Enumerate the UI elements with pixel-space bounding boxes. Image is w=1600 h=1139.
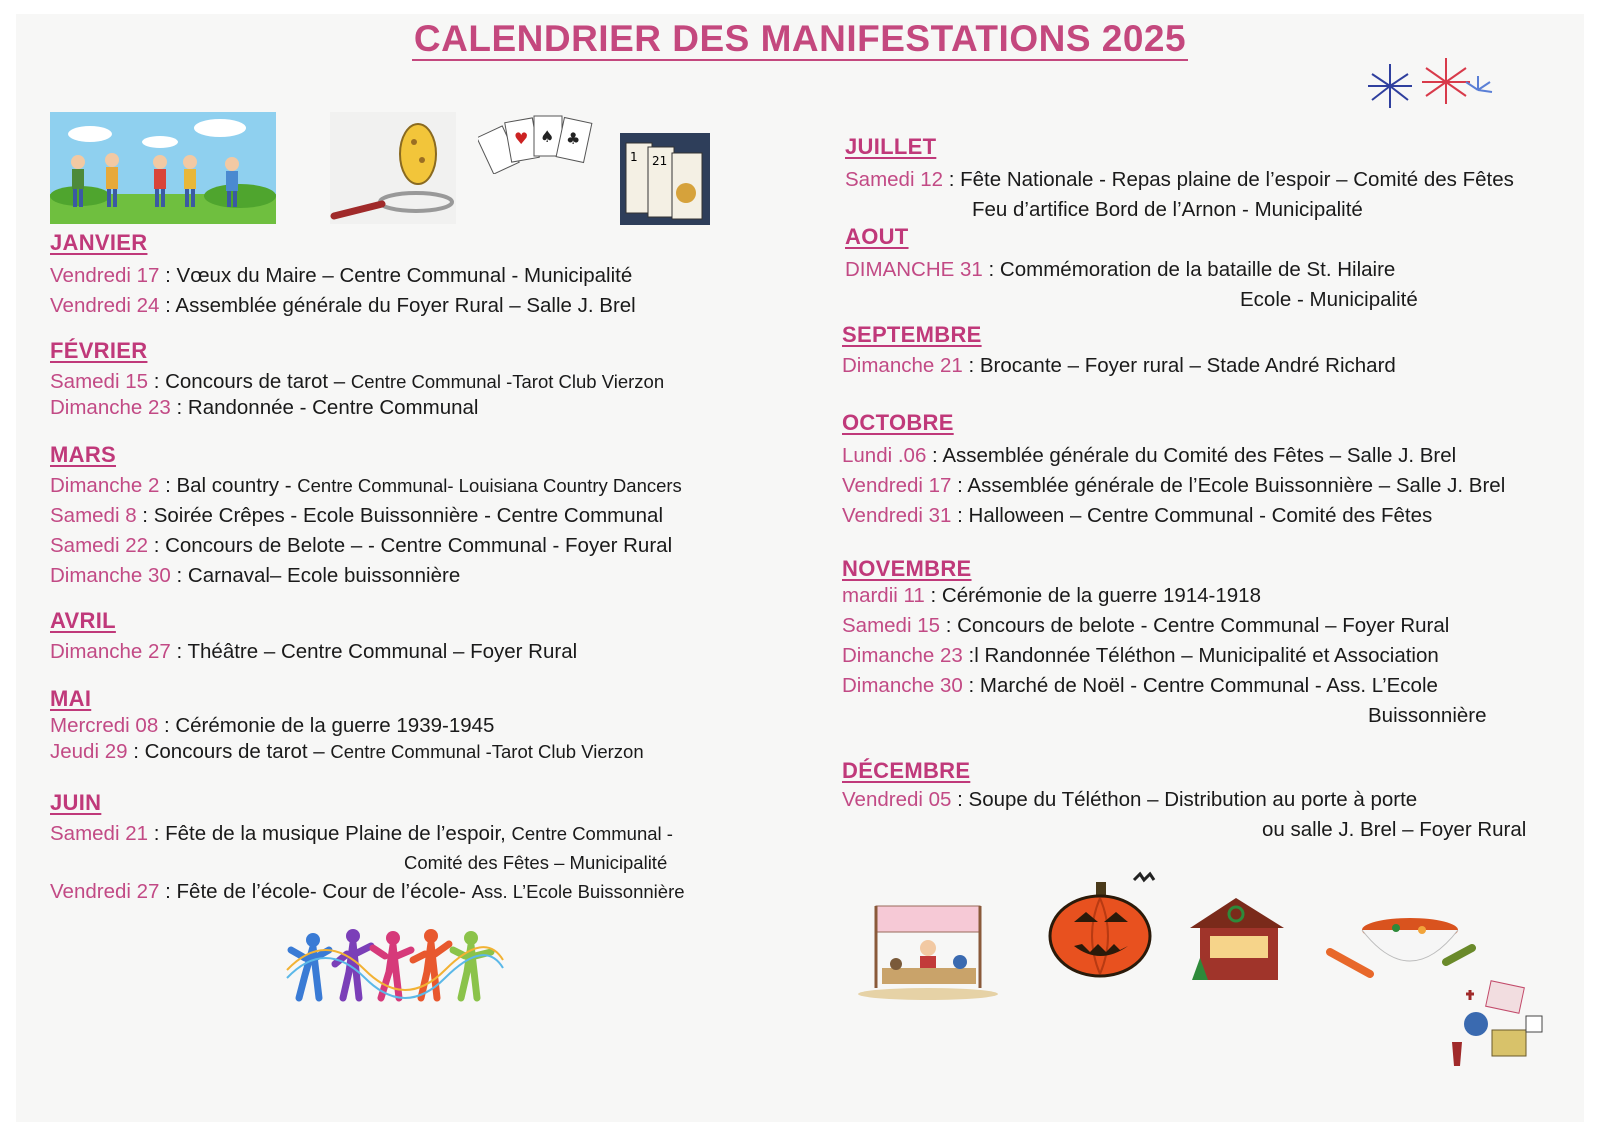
event-fevrier-2: Dimanche 23 : Randonnée - Centre Communal [50, 396, 479, 419]
event-octobre-2: Vendredi 17 : Assemblée générale de l’Ecole Buissonnière – Salle J. Brel [842, 474, 1506, 497]
event-mai-2: Jeudi 29 : Concours de tarot – Centre Communal -Tarot Club Vierzon [50, 740, 644, 763]
crepe-pan-illustration [330, 112, 456, 224]
playing-cards-illustration [478, 112, 608, 174]
event-janvier-2: Vendredi 24 : Assemblée générale du Foyer Rural – Salle J. Brel [50, 294, 636, 317]
event-octobre-3: Vendredi 31 : Halloween – Centre Communal - Comité des Fêtes [842, 504, 1433, 527]
event-decembre-1-continuation: ou salle J. Brel – Foyer Rural [1262, 818, 1527, 841]
month-juillet: JUILLET [845, 134, 937, 159]
vegetable-soup-illustration [1326, 912, 1476, 984]
event-aout-1: DIMANCHE 31 : Commémoration de la bataille de St. Hilaire [845, 258, 1396, 281]
event-juin-2: Vendredi 27 : Fête de l’école- Cour de l’école- Ass. L’Ecole Buissonnière [50, 880, 685, 903]
event-aout-1-continuation: Ecole - Municipalité [1240, 288, 1418, 311]
event-novembre-4-continuation: Buissonnière [1368, 704, 1487, 727]
event-novembre-1: mardii 11 : Cérémonie de la guerre 1914-1918 [842, 584, 1261, 607]
month-decembre: DÉCEMBRE [842, 758, 971, 783]
month-avril: AVRIL [50, 608, 116, 633]
fireworks-illustration [1350, 52, 1496, 118]
halloween-pumpkin-illustration [1034, 870, 1174, 978]
month-mai: MAI [50, 686, 92, 711]
tarot-cards-illustration [620, 133, 710, 225]
month-juin: JUIN [50, 790, 102, 815]
svg-text:1: 1 [630, 150, 638, 164]
flea-market-illustration [856, 898, 1006, 1002]
svg-text:♠: ♠ [540, 127, 555, 146]
month-fevrier: FÉVRIER [50, 338, 148, 363]
event-fevrier-1: Samedi 15 : Concours de tarot – Centre Communal -Tarot Club Vierzon [50, 370, 665, 393]
board-games-illustration [1440, 980, 1550, 1076]
christmas-chalet-illustration [1186, 892, 1292, 984]
svg-text:21: 21 [652, 154, 668, 168]
event-juillet-1-continuation: Feu d’artifice Bord de l’Arnon - Municipalité [972, 198, 1363, 221]
event-juin-1-continuation: Comité des Fêtes – Municipalité [404, 852, 668, 873]
event-janvier-1: Vendredi 17 : Vœux du Maire – Centre Communal - Municipalité [50, 264, 633, 287]
page-title: CALENDRIER DES MANIFESTATIONS 2025 [413, 18, 1187, 59]
svg-text:♥: ♥ [514, 129, 529, 148]
month-novembre: NOVEMBRE [842, 556, 972, 581]
month-mars: MARS [50, 442, 116, 467]
event-septembre-1: Dimanche 21 : Brocante – Foyer rural – Stade André Richard [842, 354, 1396, 377]
event-juillet-1: Samedi 12 : Fête Nationale - Repas plaine de l’espoir – Comité des Fêtes [845, 168, 1514, 191]
event-octobre-1: Lundi .06 : Assemblée générale du Comité des Fêtes – Salle J. Brel [842, 444, 1457, 467]
event-novembre-4: Dimanche 30 : Marché de Noël - Centre Communal - Ass. L’Ecole [842, 674, 1438, 697]
event-novembre-2: Samedi 15 : Concours de belote - Centre Communal – Foyer Rural [842, 614, 1450, 637]
event-juin-1: Samedi 21 : Fête de la musique Plaine de l’espoir, Centre Communal - [50, 822, 673, 845]
event-mars-4: Dimanche 30 : Carnaval– Ecole buissonnière [50, 564, 461, 587]
hikers-illustration [50, 112, 276, 224]
event-mars-2: Samedi 8 : Soirée Crêpes - Ecole Buissonnière - Centre Communal [50, 504, 664, 527]
event-avril-1: Dimanche 27 : Théâtre – Centre Communal – Foyer Rural [50, 640, 578, 663]
dancers-illustration [285, 920, 505, 1010]
month-janvier: JANVIER [50, 230, 148, 255]
month-septembre: SEPTEMBRE [842, 322, 982, 347]
event-mars-1: Dimanche 2 : Bal country - Centre Communal- Louisiana Country Dancers [50, 474, 682, 497]
svg-text:♣: ♣ [566, 129, 581, 148]
event-decembre-1: Vendredi 05 : Soupe du Téléthon – Distribution au porte à porte [842, 788, 1418, 811]
month-octobre: OCTOBRE [842, 410, 954, 435]
event-novembre-3: Dimanche 23 :l Randonnée Téléthon – Municipalité et Association [842, 644, 1439, 667]
month-aout: AOUT [845, 224, 909, 249]
event-mars-3: Samedi 22 : Concours de Belote – - Centre Communal - Foyer Rural [50, 534, 673, 557]
event-mai-1: Mercredi 08 : Cérémonie de la guerre 1939-1945 [50, 714, 495, 737]
